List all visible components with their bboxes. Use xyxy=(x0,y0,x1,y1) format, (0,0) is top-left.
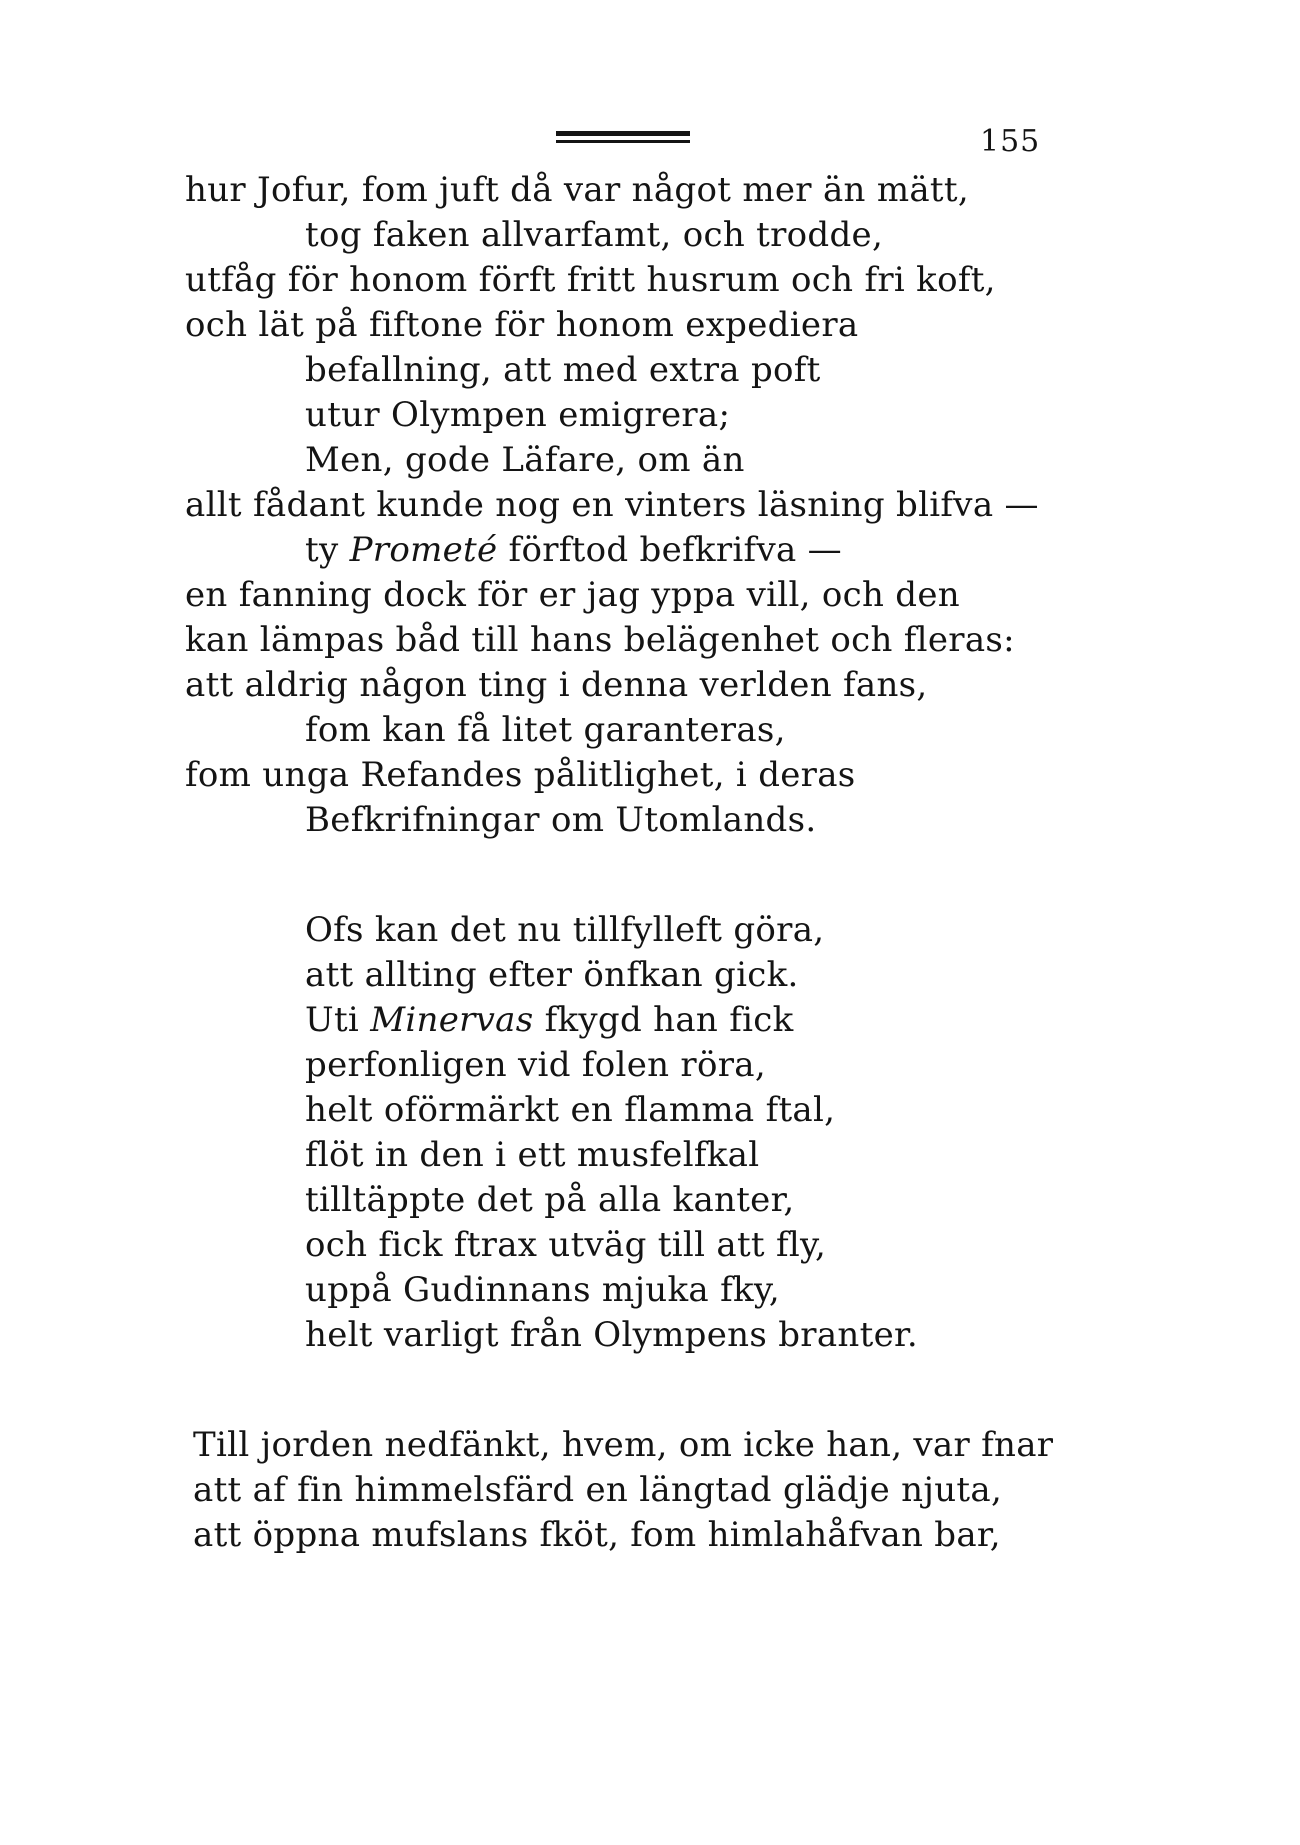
verse-line xyxy=(305,530,842,570)
verse-line: kan lämpas båd till hans belägenhet och fleras: xyxy=(185,620,1015,660)
italic-name: Minervas xyxy=(370,1000,534,1040)
verse-line: Men, gode Läfare, om än xyxy=(305,440,745,480)
verse-line: perfonligen vid folen röra, xyxy=(305,1045,766,1085)
verse-line: utur Olympen emigrera; xyxy=(305,395,731,435)
page-number: 155 xyxy=(980,124,1041,159)
verse-line: utfåg för honom förft fritt husrum och fri koft, xyxy=(185,260,996,300)
verse-line: helt varligt från Olympens branter. xyxy=(305,1315,918,1355)
verse-line: tog faken allvarfamt, och trodde, xyxy=(305,215,884,255)
header-rule xyxy=(556,131,690,143)
verse-line: fom unga Refandes pålitlighet, i deras xyxy=(185,755,856,795)
verse-line: tilltäppte det på alla kanter, xyxy=(305,1180,795,1220)
verse-line: och lät på fiftone för honom expediera xyxy=(185,305,859,345)
verse-line: fom kan få litet garanteras, xyxy=(305,710,786,750)
verse-line xyxy=(305,1000,794,1040)
verse-line: en fanning dock för er jag yppa vill, och den xyxy=(185,575,960,615)
verse-line: Ofs kan det nu tillfylleft göra, xyxy=(305,910,825,950)
verse-line: hur Jofur, fom juft då var något mer än mätt, xyxy=(185,170,969,210)
verse-line: helt oförmärkt en flamma ftal, xyxy=(305,1090,836,1130)
italic-name: Prometé xyxy=(349,530,498,570)
verse-line: att öppna mufslans fköt, fom himlahåfvan bar, xyxy=(193,1515,1001,1555)
verse-text: fkygd han fick xyxy=(533,1000,794,1040)
verse-line: att af fin himmelsfärd en längtad glädje njuta, xyxy=(193,1470,1003,1510)
verse-line: uppå Gudinnans mjuka fky, xyxy=(305,1270,780,1310)
verse-line: flöt in den i ett musfelfkal xyxy=(305,1135,760,1175)
verse-line: Befkrifningar om Utomlands. xyxy=(305,800,817,840)
verse-text: Uti xyxy=(305,1000,371,1040)
verse-line: och fick ftrax utväg till att fly, xyxy=(305,1225,827,1265)
verse-line: att allting efter önfkan gick. xyxy=(305,955,799,995)
verse-text: ty xyxy=(305,530,350,570)
verse-line: att aldrig någon ting i denna verlden fans, xyxy=(185,665,928,705)
verse-line: Till jorden nedfänkt, hvem, om icke han, var fnar xyxy=(193,1425,1054,1465)
verse-line: allt fådant kunde nog en vinters läsning blifva — xyxy=(185,485,1039,525)
verse-text: förftod befkrifva — xyxy=(497,530,842,570)
verse-line: befallning, att med extra poft xyxy=(305,350,821,390)
